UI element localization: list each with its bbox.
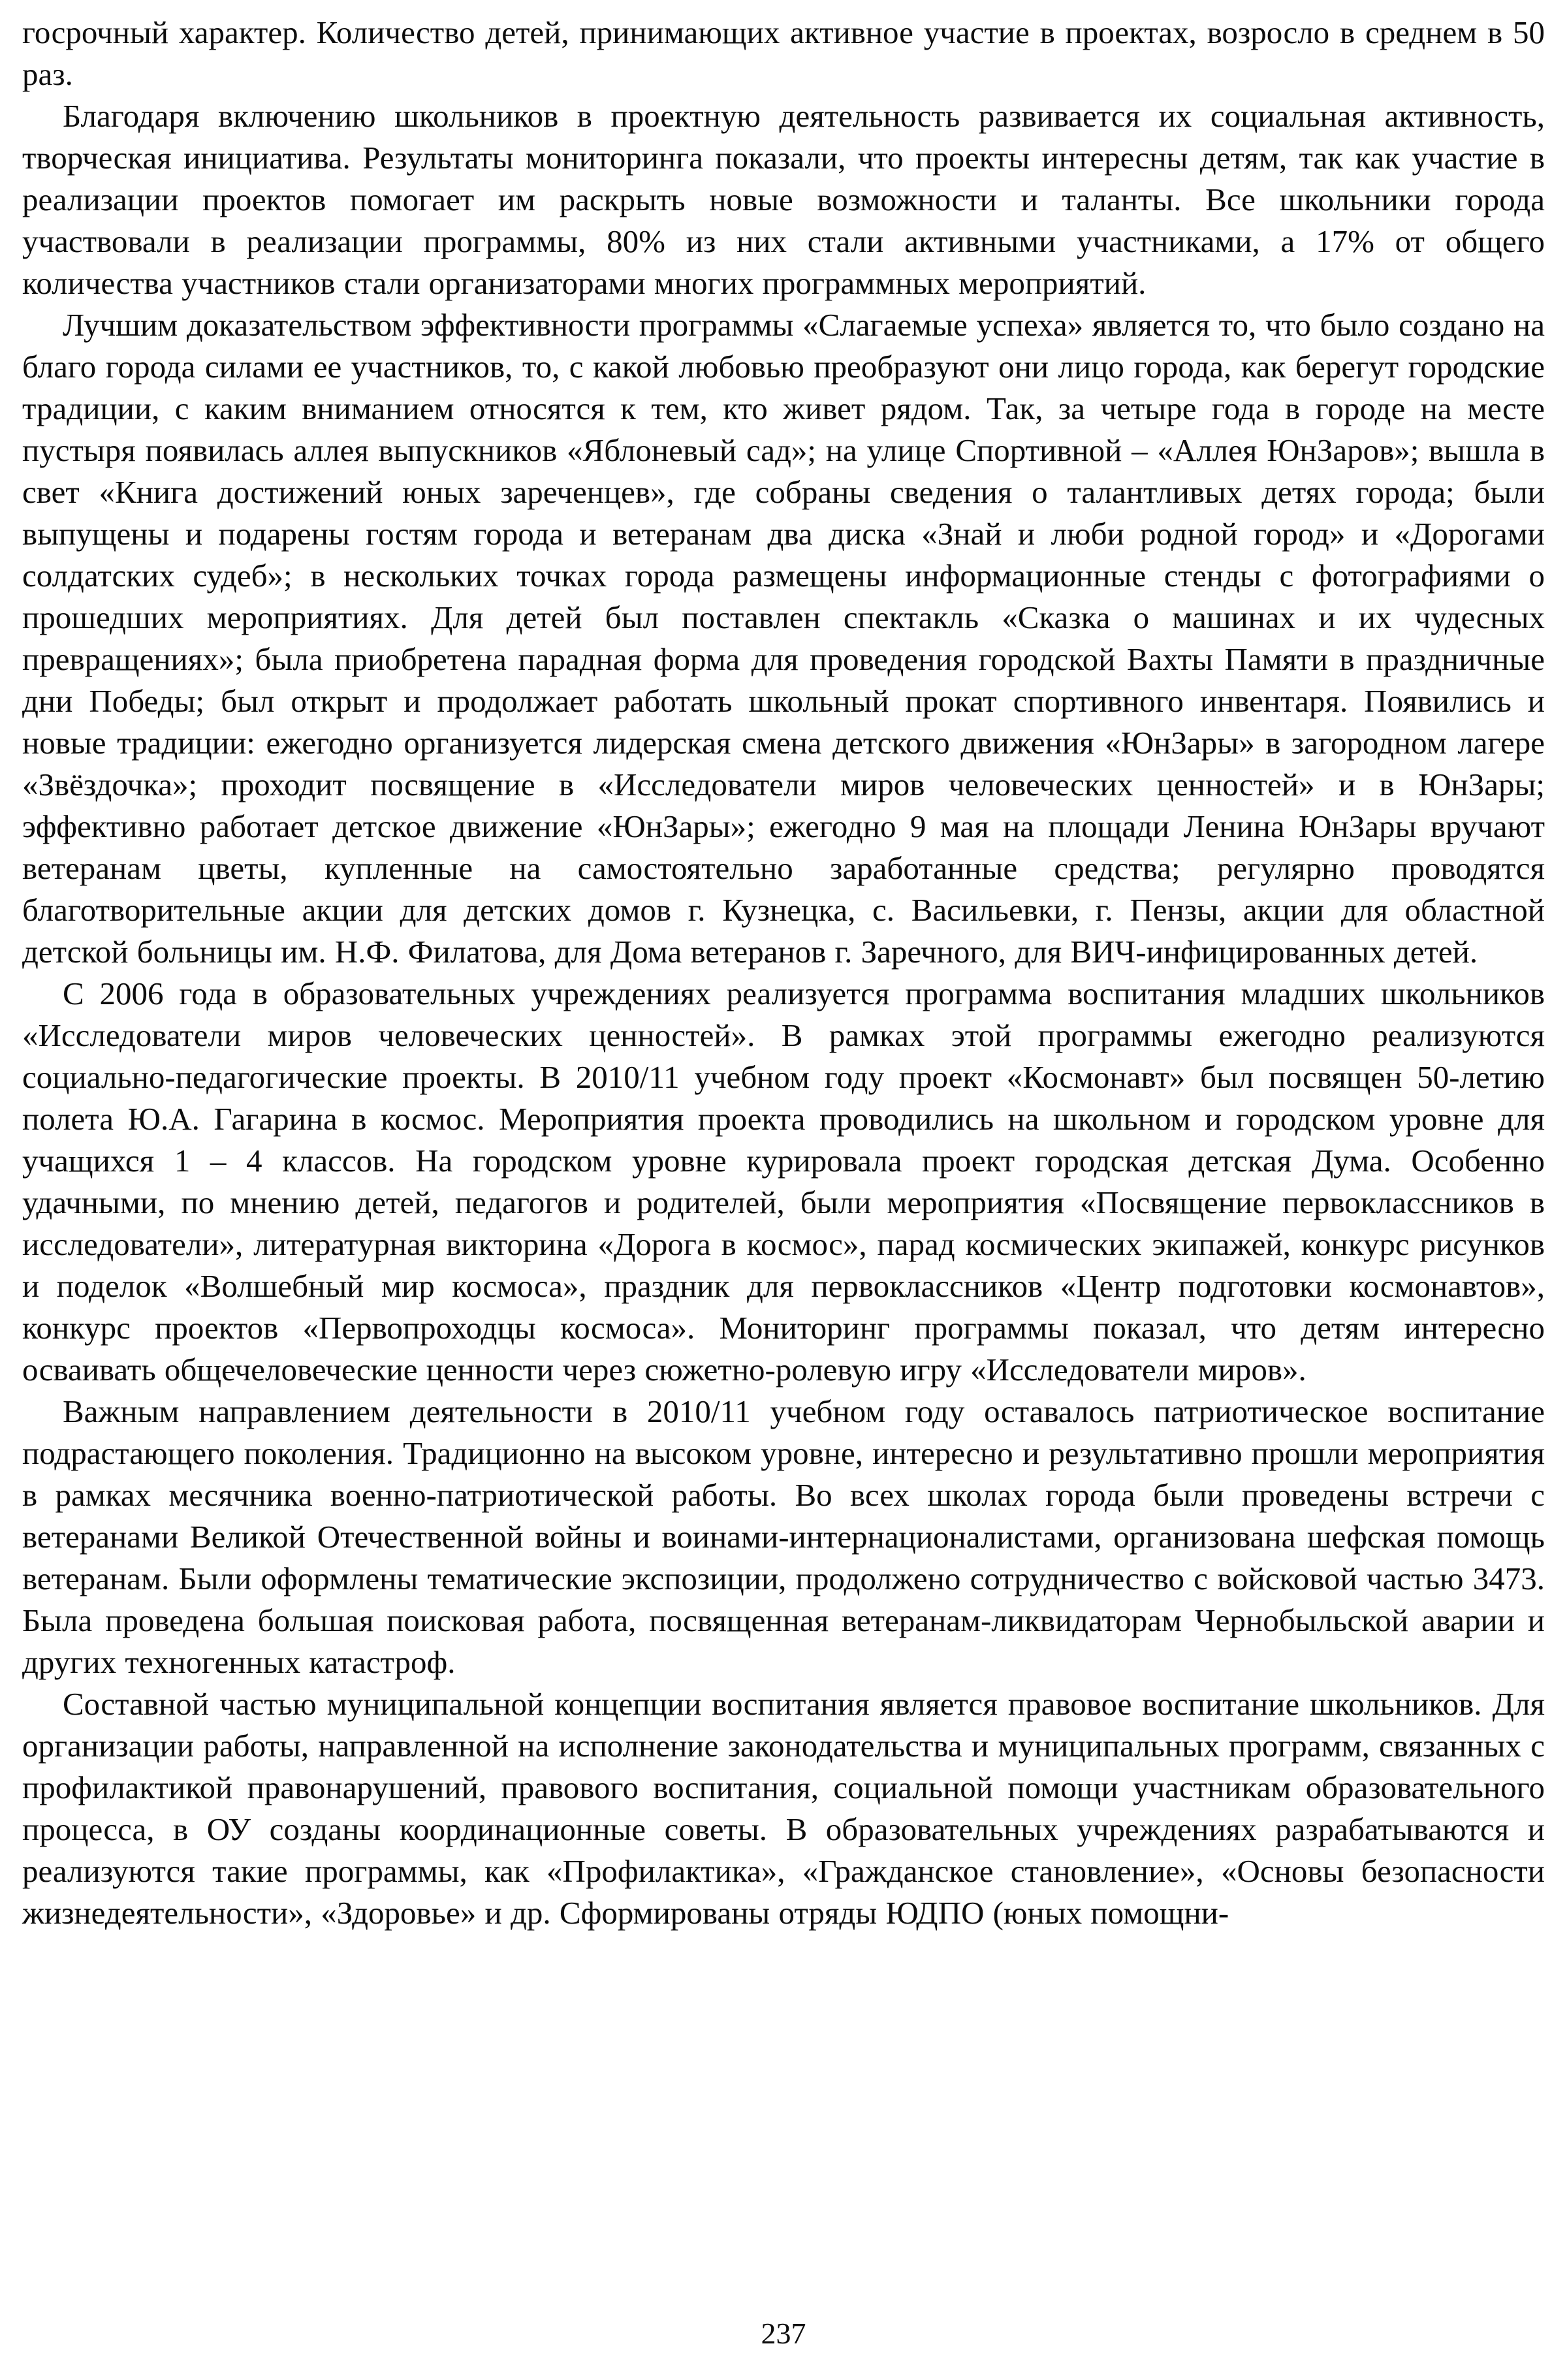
- paragraph: Благодаря включению школьников в проектную деятельность развивается их социальная активность, творческая инициатива. Результаты мониторинга показали, что проекты интересны детям, так как участие в реализации проектов помогает им раскрыть новые возможности и таланты. Все школьники города участвовали в реализации программы, 80% из них стали активными участниками, а 17% от общего количества участников стали организаторами многих программных мероприятий.: [22, 98, 1545, 301]
- paragraph: Составной частью муниципальной концепции воспитания является правовое воспитание школьников. Для организации работы, направленной на исполнение законодательства и муниципальных программ, связанных с профилактикой правонарушений, правового воспитания, социальной помощи участникам образовательного процесса, в ОУ созданы координационные советы. В образовательных учреждениях разрабатываются и реализуются такие программы, как «Профилактика», «Гражданское становление», «Основы безопасности жизнедеятельности», «Здоровье» и др. Сформированы отряды ЮДПО (юных помощни-: [22, 1686, 1545, 1931]
- body-text: [22, 12, 1545, 1934]
- page-number: 237: [761, 2317, 806, 2350]
- paragraph: С 2006 года в образовательных учреждениях реализуется программа воспитания младших школьников «Исследователи миров человеческих ценностей». В рамках этой программы ежегодно реализуются социально-педагогические проекты. В 2010/11 учебном году проект «Космонавт» был посвящен 50-летию полета Ю.А. Гагарина в космос. Мероприятия проекта проводились на школьном и городском уровне для учащихся 1 – 4 классов. На городском уровне курировала проект городская детская Дума. Особенно удачными, по мнению детей, педагогов и родителей, были мероприятия «Посвящение первоклассников в исследователи», литературная викторина «Дорога в космос», парад космических экипажей, конкурс рисунков и поделок «Волшебный мир космоса», праздник для первоклассников «Центр подготовки космонавтов», конкурс проектов «Первопроходцы космоса». Мониторинг программы показал, что детям интересно осваивать общечеловеческие ценности через сюжетно-ролевую игру «Исследователи миров».: [22, 976, 1545, 1388]
- paragraph: Важным направлением деятельности в 2010/11 учебном году оставалось патриотическое воспитание подрастающего поколения. Традиционно на высоком уровне, интересно и результативно прошли мероприятия в рамках месячника военно-патриотической работы. Во всех школах города были проведены встречи с ветеранами Великой Отечественной войны и воинами-интернационалистами, организована шефская помощь ветеранам. Были оформлены тематические экспозиции, продолжено сотрудничество с войсковой частью 3473. Была проведена большая поисковая работа, посвященная ветеранам-ликвидаторам Чернобыльской аварии и других техногенных катастроф.: [22, 1393, 1545, 1680]
- paragraph: Лучшим доказательством эффективности программы «Слагаемые успеха» является то, что было создано на благо города силами ее участников, то, с какой любовью преобразуют они лицо города, как берегут городские традиции, с каким вниманием относятся к тем, кто живет рядом. Так, за четыре года в городе на месте пустыря появилась аллея выпускников «Яблоневый сад»; на улице Спортивной – «Аллея ЮнЗаров»; вышла в свет «Книга достижений юных зареченцев», где собраны сведения о талантливых детях города; были выпущены и подарены гостям города и ветеранам два диска «Знай и люби родной город» и «Дорогами солдатских судеб»; в нескольких точках города размещены информационные стенды с фотографиями о прошедших мероприятиях. Для детей был поставлен спектакль «Сказка о машинах и их чудесных превращениях»; была приобретена парадная форма для проведения городской Вахты Памяти в праздничные дни Победы; был открыт и продолжает работать школьный прокат спортивного инвентаря. Появились и новые традиции: ежегодно организуется лидерская смена детского движения «ЮнЗары» в загородном лагере «Звёздочка»; проходит посвящение в «Исследователи миров человеческих ценностей» и в ЮнЗары; эффективно работает детское движение «ЮнЗары»; ежегодно 9 мая на площади Ленина ЮнЗары вручают ветеранам цветы, купленные на самостоятельно заработанные средства; регулярно проводятся благотворительные акции для детских домов г. Кузнецка, с. Васильевки, г. Пензы, акции для областной детской больницы им. Н.Ф. Филатова, для Дома ветеранов г. Заречного, для ВИЧ-инфицированных детей.: [22, 307, 1545, 970]
- paragraph-continuation: госрочный характер. Количество детей, принимающих активное участие в проектах, возросло в среднем в 50 раз.: [22, 14, 1545, 92]
